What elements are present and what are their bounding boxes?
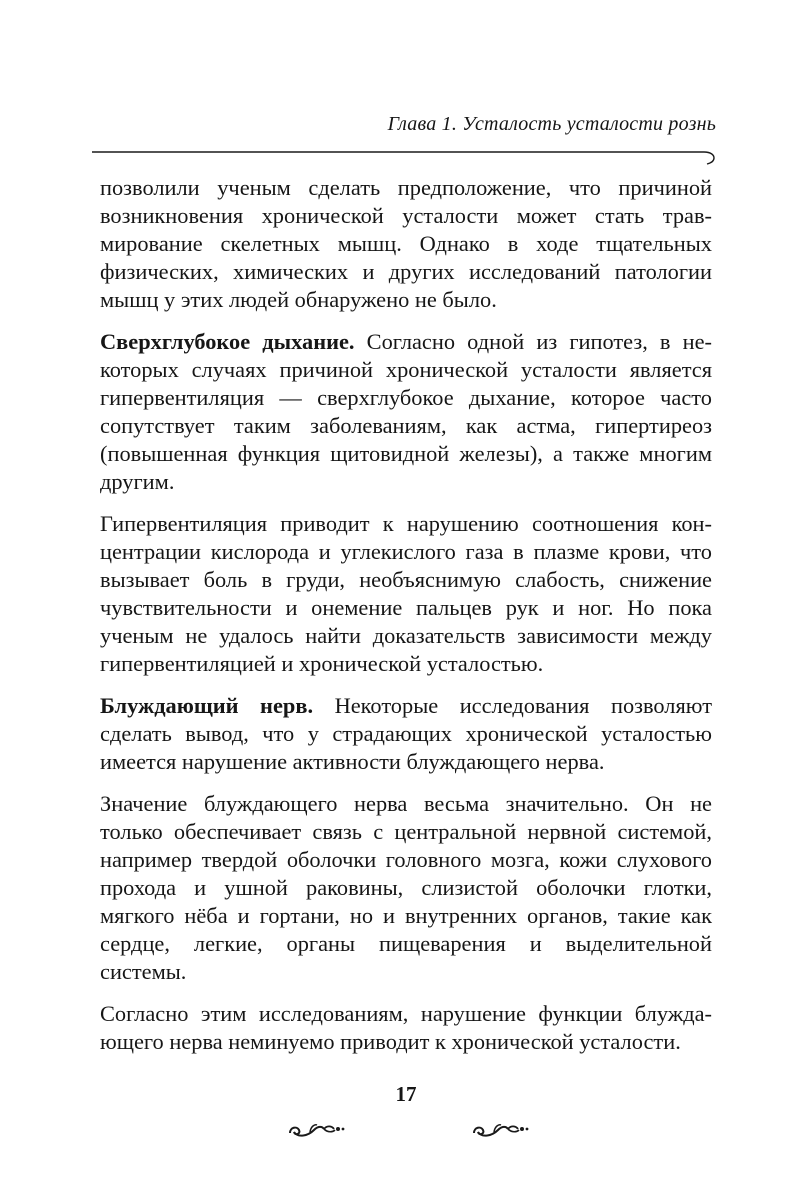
paragraph-lead: Блуждающий нерв. bbox=[100, 693, 314, 718]
paragraph bbox=[100, 510, 712, 678]
paragraph bbox=[100, 1000, 712, 1056]
paragraph bbox=[100, 174, 712, 314]
paragraph-lead: Сверхглубокое дыхание. bbox=[100, 329, 355, 354]
paragraph bbox=[100, 328, 712, 496]
paragraph-text: позволили ученым сделать предположение, что причиной возникновения хронической усталости может стать травмирование скелетных мышц. Однако в ходе тщательных физических, химических и других исследований патологии мышц у этих людей обнаружено не было. bbox=[100, 175, 712, 312]
paragraph-text: Гипервентиляция приводит к нарушению соотношения концентрации кислорода и углекислого газа в плазме крови, что вызывает боль в груди, необъяснимую слабость, снижение чувствительности и онемение пальцев рук и ног. Но пока ученым не удалось найти доказательств зависимости между гипервентиляцией и хронической усталостью. bbox=[100, 511, 712, 676]
page-number: 17 bbox=[395, 1082, 417, 1106]
floral-flourish-icon bbox=[284, 1117, 348, 1143]
running-head-title: Глава 1. Усталость усталости рознь bbox=[387, 113, 716, 135]
paragraph-text: Согласно одной из гипотез, в некоторых случаях причиной хронической усталости является гипервентиляция — сверхглубокое дыхание, которое часто сопутствует таким заболеваниям, как астма, гипертиреоз (повышенная функция щитовидной железы), а также многим другим. bbox=[100, 329, 712, 494]
paragraph bbox=[100, 790, 712, 986]
body-text bbox=[100, 174, 712, 1070]
paragraph bbox=[100, 692, 712, 776]
paragraph-text: Некоторые исследования позволяют сделать вывод, что у страдающих хронической усталостью имеется нарушение активности блуждающего нерва. bbox=[100, 693, 712, 774]
floral-flourish-icon bbox=[468, 1117, 532, 1143]
header-rule bbox=[92, 146, 716, 166]
paragraph-text: Согласно этим исследованиям, нарушение функции блуждающего нерва неминуемо приводит к хронической усталости. bbox=[100, 1001, 712, 1054]
paragraph-text: Значение блуждающего нерва весьма значительно. Он не только обеспечивает связь с центральной нервной системой, например твердой оболочки головного мозга, кожи слухового прохода и ушной раковины, слизистой оболочки глотки, мягкого нёба и гортани, но и внутренних органов, такие как сердце, легкие, органы пищеварения и выделительной системы. bbox=[100, 791, 712, 984]
